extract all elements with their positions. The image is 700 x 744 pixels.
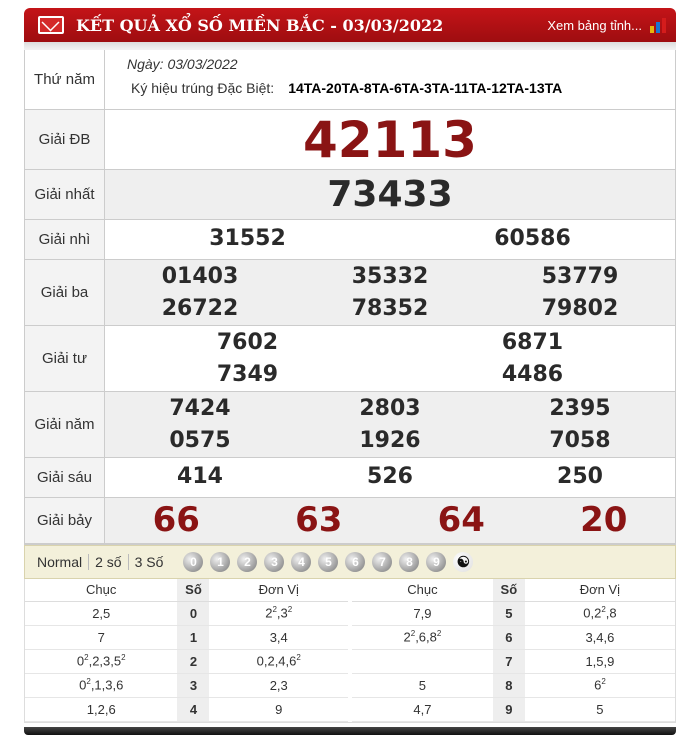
prize-number: 7058: [549, 427, 611, 453]
prize-number: 42113: [303, 110, 477, 169]
prize-number: 64: [437, 500, 485, 541]
stats-cell-chuc: $0^2,2,3,5^2$: [25, 649, 177, 673]
stats-header: Đơn Vị: [525, 579, 675, 601]
prize-number: 4486: [501, 361, 564, 387]
stats-cell-so: 4: [177, 697, 209, 721]
header-bar: [24, 8, 676, 42]
digit-ball-3[interactable]: 3: [264, 552, 284, 572]
prize-label: Giải sáu: [25, 458, 105, 497]
stats-row: [25, 649, 348, 673]
prize-number: 7349: [216, 361, 279, 387]
stats-row: [25, 697, 348, 721]
prize-number: 78352: [351, 295, 429, 321]
stats-cell-donvi: 2,3: [209, 673, 348, 697]
symbol-codes: 14TA-20TA-8TA-6TA-3TA-11TA-12TA-13TA: [288, 80, 563, 96]
digit-ball-2[interactable]: 2: [237, 552, 257, 572]
prize-number: 63: [295, 500, 343, 541]
bar-chart-bar: [650, 26, 654, 33]
stats-cell-donvi: 5: [525, 697, 675, 721]
prize-number: 20: [580, 500, 628, 541]
stats-cell-donvi: 0,2,4,6$^2$: [209, 649, 348, 673]
view-provinces-link[interactable]: Xem bảng tỉnh...: [547, 17, 642, 33]
stats-table-left: [25, 579, 348, 722]
prize-4-row: [25, 326, 675, 392]
header-gradient: [24, 42, 676, 50]
stats-cell-chuc: 5: [352, 673, 493, 697]
stats-header: Chục: [25, 579, 177, 601]
bar-chart-icon[interactable]: [650, 17, 666, 33]
stats-row: [352, 625, 675, 649]
stats-table-right: [352, 579, 675, 722]
page-title: KẾT QUẢ XỔ SỐ MIỀN BẮC - 03/03/2022: [76, 15, 444, 35]
prize-number: 01403: [161, 263, 239, 289]
footer-bar: [24, 727, 676, 735]
bar-chart-bar: [656, 22, 660, 33]
stats-cell-chuc: 7: [25, 625, 177, 649]
tab-3-so[interactable]: 3 Số: [134, 554, 164, 570]
mail-icon: [38, 16, 64, 34]
stats-cell-so: 6: [493, 625, 525, 649]
stats-cell-so: 1: [177, 625, 209, 649]
yin-yang-icon[interactable]: ☯: [453, 552, 473, 572]
stats-cell-so: 0: [177, 601, 209, 625]
prize-number: 66: [152, 500, 200, 541]
stats-row: [25, 673, 348, 697]
draw-date: Ngày: 03/03/2022: [127, 56, 238, 72]
prize-label: Giải nhất: [25, 170, 105, 219]
stats-row: [352, 673, 675, 697]
prize-number: 2395: [549, 395, 611, 421]
prize-label: Giải năm: [25, 392, 105, 457]
prize-label: Giải tư: [25, 326, 105, 391]
prize-number: 414: [177, 464, 223, 490]
prize-6-row: [25, 458, 675, 498]
stats-cell-donvi: $2^2,3^2$: [209, 601, 348, 625]
prize-number: 1926: [359, 427, 421, 453]
stats-cell-chuc: 7,9: [352, 601, 493, 625]
bar-chart-bar: [662, 18, 666, 33]
stats-cell-donvi: $6^2$: [525, 673, 675, 697]
results-widget: [24, 8, 676, 742]
prize-number: 53779: [541, 263, 619, 289]
prize-number: 2803: [359, 395, 421, 421]
stats-section: [24, 579, 676, 723]
digit-ball-7[interactable]: 7: [372, 552, 392, 572]
prize-number: 35332: [351, 263, 429, 289]
stats-cell-chuc: [352, 649, 493, 673]
day-label: Thứ năm: [25, 50, 105, 109]
digit-ball-4[interactable]: 4: [291, 552, 311, 572]
stats-cell-chuc: 1,2,6: [25, 697, 177, 721]
prize-label: Giải nhì: [25, 220, 105, 259]
stats-cell-chuc: $0^2,1,3,6$: [25, 673, 177, 697]
prize-label: Giải ĐB: [25, 110, 105, 169]
stats-header: Số: [177, 579, 209, 601]
digit-ball-0[interactable]: 0: [183, 552, 203, 572]
prize-number: 31552: [209, 226, 286, 252]
stats-cell-donvi: $0,2^2,8$: [525, 601, 675, 625]
stats-cell-so: 3: [177, 673, 209, 697]
stats-row: [25, 601, 348, 625]
prize-number: 60586: [494, 226, 571, 252]
stats-cell-so: 8: [493, 673, 525, 697]
tab-2-so[interactable]: 2 số: [89, 554, 128, 570]
stats-cell-donvi: 3,4: [209, 625, 348, 649]
prize-1-row: [25, 170, 675, 220]
prize-5-row: [25, 392, 675, 458]
digit-ball-8[interactable]: 8: [399, 552, 419, 572]
prize-7-row: [25, 498, 675, 544]
stats-cell-chuc: 4,7: [352, 697, 493, 721]
symbol-label: Ký hiệu trúng Đặc Biệt:: [131, 80, 275, 96]
stats-row: [352, 649, 675, 673]
prize-3-row: [25, 260, 675, 326]
digit-ball-9[interactable]: 9: [426, 552, 446, 572]
prize-number: 73433: [327, 173, 453, 215]
stats-cell-so: 7: [493, 649, 525, 673]
prize-2-row: [25, 220, 675, 260]
prize-number: 79802: [541, 295, 619, 321]
stats-row: [25, 625, 348, 649]
stats-cell-so: 5: [493, 601, 525, 625]
digit-ball-5[interactable]: 5: [318, 552, 338, 572]
stats-cell-donvi: 3,4,6: [525, 625, 675, 649]
stats-header: Số: [493, 579, 525, 601]
stats-header: Đơn Vị: [209, 579, 348, 601]
stats-row: [352, 697, 675, 721]
stats-cell-so: 2: [177, 649, 209, 673]
prize-number: 7602: [216, 329, 279, 355]
stats-cell-so: 9: [493, 697, 525, 721]
prize-number: 7424: [169, 395, 231, 421]
digit-ball-1[interactable]: 1: [210, 552, 230, 572]
stats-cell-donvi: 1,5,9: [525, 649, 675, 673]
prize-number: 526: [367, 464, 413, 490]
prize-db-row: [25, 110, 675, 170]
stats-header: Chục: [352, 579, 493, 601]
stats-cell-donvi: 9: [209, 697, 348, 721]
prize-number: 6871: [501, 329, 564, 355]
results-table: [24, 50, 676, 545]
prize-number: 26722: [161, 295, 239, 321]
stats-toolbar: [24, 545, 676, 579]
stats-row: [352, 601, 675, 625]
info-row: [25, 50, 675, 110]
prize-label: Giải bảy: [25, 498, 105, 543]
prize-number: 250: [557, 464, 603, 490]
prize-number: 0575: [169, 427, 231, 453]
stats-cell-chuc: $2^2,6,8^2$: [352, 625, 493, 649]
prize-label: Giải ba: [25, 260, 105, 325]
digit-ball-6[interactable]: 6: [345, 552, 365, 572]
tab-normal[interactable]: Normal: [31, 554, 89, 570]
stats-cell-chuc: 2,5: [25, 601, 177, 625]
